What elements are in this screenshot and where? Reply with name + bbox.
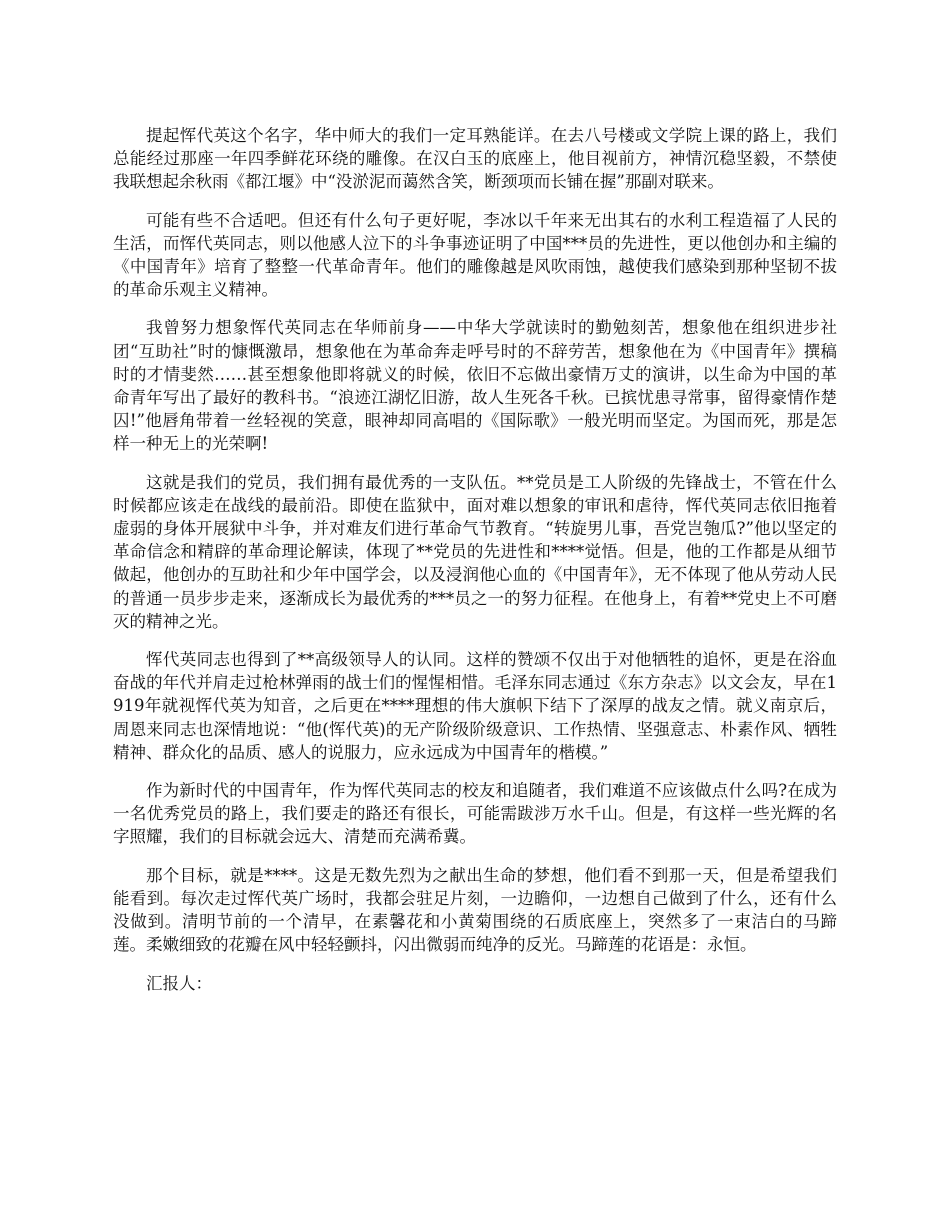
reporter-signature-line: 汇报人： [146,973,212,993]
paragraph-3: 我曾努力想象恽代英同志在华师前身——中华大学就读时的勤勉刻苦，想象他在组织进步社团“互助社”时的慷慨激昂，想象他在为革命奔走呼号时的不辞劳苦，想象他在为《中国青年》撰稿时的才情斐然……甚至想象他即将就义的时候，依旧不忘做出豪情万丈的演讲，以生命为中国的革命青年写出了最好的教科书。“浪迹江湖忆旧游，故人生死各千秋。已摈忧患寻常事，留得豪情作楚囚!”他唇角带着一丝轻视的笑意，眼神却同高唱的《国际歌》一般光明而坚定。为国而死，那是怎样一种无上的光荣啊! [113,318,837,454]
paragraph-6: 作为新时代的中国青年，作为恽代英同志的校友和追随者，我们难道不应该做点什么吗?在成为一名优秀党员的路上，我们要走的路还有很长，可能需跋涉万水千山。但是，有这样一些光辉的名字照耀，我们的目标就会远大、清楚而充满希冀。 [113,781,837,847]
paragraph-1: 提起恽代英这个名字，华中师大的我们一定耳熟能详。在去八号楼或文学院上课的路上，我们总能经过那座一年四季鲜花环绕的雕像。在汉白玉的底座上，他目视前方，神情沉稳坚毅，不禁使我联想起余秋雨《都江堰》中“没淤泥而蔼然含笑，断颈项而长铺在握”那副对联来。 [113,126,837,192]
paragraph-2: 可能有些不合适吧。但还有什么句子更好呢，李冰以千年来无出其右的水利工程造福了人民的生活，而恽代英同志，则以他感人泣下的斗争事迹证明了中国***员的先进性，更以他创办和主编的《中国青年》培育了整整一代革命青年。他们的雕像越是风吹雨蚀，越使我们感染到那种坚韧不拔的革命乐观主义精神。 [113,210,837,300]
paragraph-4: 这就是我们的党员，我们拥有最优秀的一支队伍。**党员是工人阶级的先锋战士，不管在什么时候都应该走在战线的最前沿。即使在监狱中，面对难以想象的审讯和虐待，恽代英同志依旧拖着虚弱的身体开展狱中斗争，并对难友们进行革命气节教育。“转旋男儿事，吾党岂匏瓜?”他以坚定的革命信念和精辟的革命理论解读，体现了**党员的先进性和****觉悟。但是，他的工作都是从细节做起，他创办的互助社和少年中国学会，以及浸润他心血的《中国青年》，无不体现了他从劳动人民的普通一员步步走来，逐渐成长为最优秀的***员之一的努力征程。在他身上，有着**党史上不可磨灭的精神之光。 [113,472,837,631]
document-body [113,124,837,1010]
paragraph-7: 那个目标，就是****。这是无数先烈为之献出生命的梦想，他们看不到那一天，但是希望我们能看到。每次走过恽代英广场时，我都会驻足片刻，一边瞻仰，一边想自己做到了什么，还有什么没做到。清明节前的一个清早，在素馨花和小黄菊围绕的石质底座上，突然多了一束洁白的马蹄莲。柔嫩细致的花瓣在风中轻轻颤抖，闪出微弱而纯净的反光。马蹄莲的花语是：永恒。 [113,865,837,955]
paragraph-5: 恽代英同志也得到了**高级领导人的认同。这样的赞颂不仅出于对他牺牲的追怀，更是在浴血奋战的年代并肩走过枪林弹雨的战士们的惺惺相惜。毛泽东同志通过《东方杂志》以文会友，早在1919年就视恽代英为知音，之后更在****理想的伟大旗帜下结下了深厚的战友之情。就义南京后，周恩来同志也深情地说：“他(恽代英)的无产阶级阶级意识、工作热情、坚强意志、朴素作风、牺牲精神、群众化的品质、感人的说服力，应永远成为中国青年的楷模。” [113,650,837,762]
